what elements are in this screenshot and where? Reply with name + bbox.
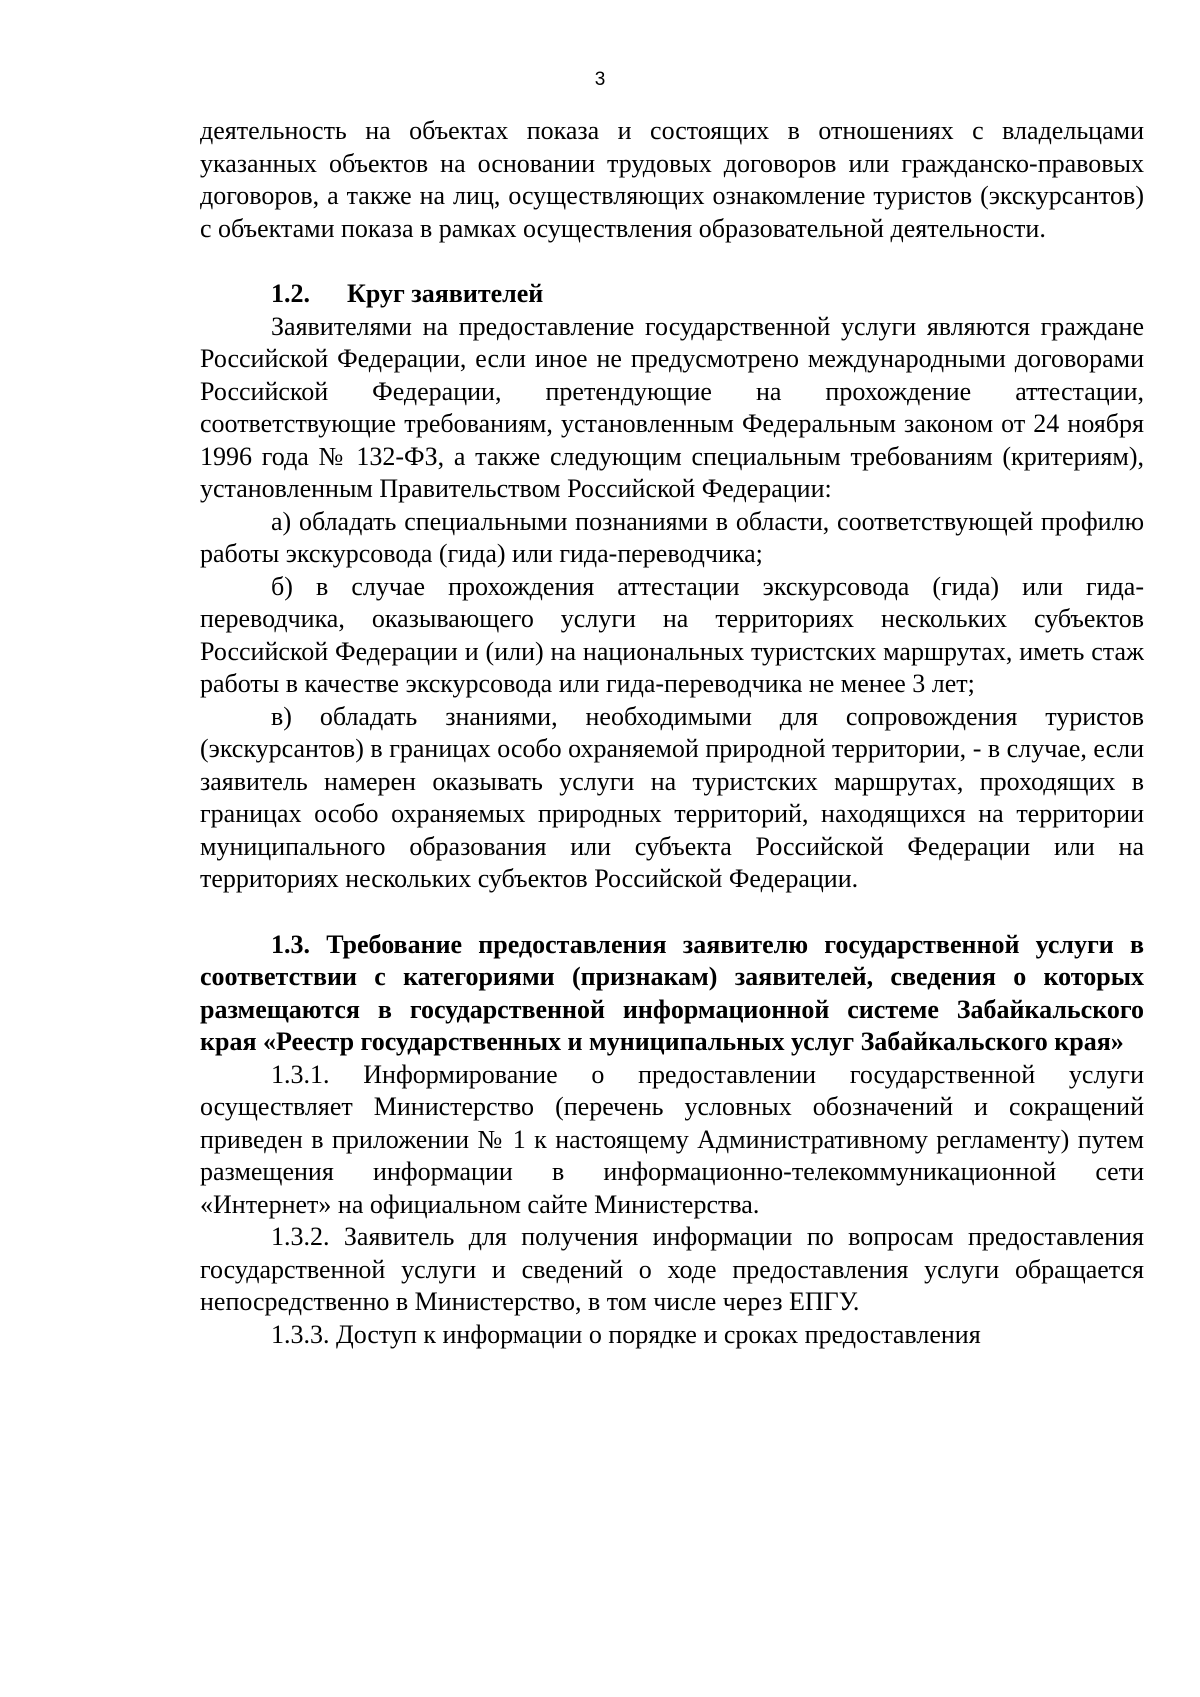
document-body	[200, 115, 1144, 1351]
requirement-item-b: б) в случае прохождения аттестации экскурсовода (гида) или гида-переводчика, оказывающего услуги на территориях нескольких субъектов Российской Федерации и (или) на национальных туристских маршрутах, иметь стаж работы в качестве экскурсовода или гида-переводчика не менее 3 лет;	[200, 571, 1144, 698]
paragraph-1-3-3: 1.3.3. Доступ к информации о порядке и сроках предоставления	[271, 1319, 981, 1349]
requirement-item-v: в) обладать знаниями, необходимыми для сопровождения туристов (экскурсантов) в границах особо охраняемой природной территории, - в случае, если заявитель намерен оказывать услуги на туристских маршрутах, проходящих в границах особо охраняемых природных территорий, находящихся на территории муниципального образования или субъекта Российской Федерации или на территориях нескольких субъектов Российской Федерации.	[200, 701, 1144, 893]
section-1-2-title: Круг заявителей	[347, 279, 544, 308]
applicants-paragraph: Заявителями на предоставление государственной услуги являются граждане Российской Федерации, если иное не предусмотрено международными договорами Российской Федерации, претендующие на прохождение аттестации, соответствующие требованиям, установленным Федеральным законом от 24 ноября 1996 года № 132-ФЗ, а также следующим специальным требованиям (критериям), установленным Правительством Российской Федерации:	[200, 311, 1144, 503]
page-number: 3	[594, 69, 606, 90]
section-1-3-heading: 1.3. Требование предоставления заявителю государственной услуги в соответствии с категориями (признакам) заявителей, сведения о которых размещаются в государственной информационной системе Забайкальского края «Реестр государственных и муниципальных услуг Забайкальского края»	[200, 929, 1144, 1056]
paragraph-1-3-2: 1.3.2. Заявитель для получения информации по вопросам предоставления государственной услуги и сведений о ходе предоставления услуги обращается непосредственно в Министерство, в том числе через ЕПГУ.	[200, 1222, 1144, 1316]
paragraph-1-3-1: 1.3.1. Информирование о предоставлении государственной услуги осуществляет Министерство (перечень условных обозначений и сокращений приведен в приложении № 1 к настоящему Административному регламенту) путем размещения информации в информационно-телекоммуникационной сети «Интернет» на официальном сайте Министерства.	[200, 1059, 1144, 1219]
section-1-2-number: 1.2.	[271, 279, 310, 308]
requirement-item-a: а) обладать специальными познаниями в области, соответствующей профилю работы экскурсовода (гида) или гида-переводчика;	[200, 506, 1144, 568]
section-1-2-heading	[200, 278, 1144, 311]
intro-paragraph: деятельность на объектах показа и состоящих в отношениях с владельцами указанных объектов на основании трудовых договоров или гражданско-правовых договоров, а также на лиц, осуществляющих ознакомление туристов (экскурсантов) с объектами показа в рамках осуществления образовательной деятельности.	[200, 116, 1144, 243]
